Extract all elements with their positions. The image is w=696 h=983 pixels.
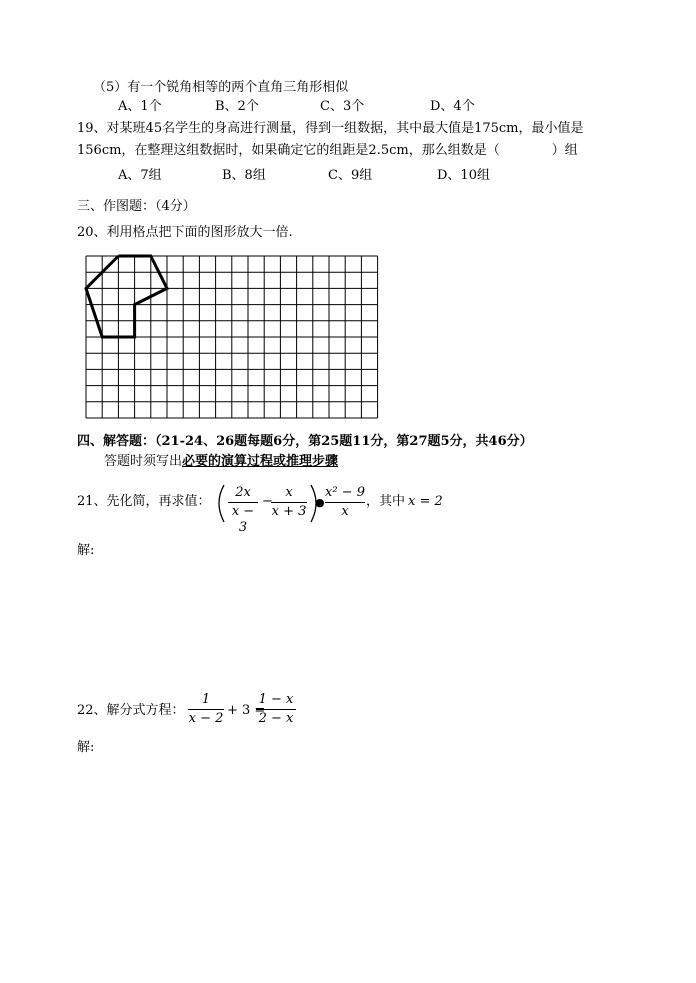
q21-fraction-2 bbox=[271, 485, 307, 520]
q18-option-a: A、1个 bbox=[118, 99, 162, 114]
q22-plus-equals: + 3 = bbox=[227, 703, 266, 718]
q21-f3-denominator: x bbox=[341, 504, 349, 519]
q22-f2-denominator: 2 − x bbox=[258, 711, 294, 726]
q21-f1-numerator: 2x bbox=[235, 485, 251, 500]
q19-option-b: B、8组 bbox=[222, 168, 266, 183]
fraction-bar bbox=[256, 709, 296, 710]
q21-answer-label: 解: bbox=[77, 543, 95, 558]
q22-f2-numerator: 1 − x bbox=[258, 692, 294, 707]
fraction-bar bbox=[228, 502, 258, 503]
q22-answer-label: 解: bbox=[77, 740, 95, 755]
q21-f1-denominator: x − 3 bbox=[231, 504, 255, 535]
q21-fraction-1 bbox=[228, 485, 258, 536]
q19-option-d: D、10组 bbox=[437, 168, 490, 183]
q22-fraction-1 bbox=[188, 692, 224, 727]
q22-f1-numerator: 1 bbox=[201, 692, 211, 707]
q18-option-c: C、3个 bbox=[320, 99, 365, 114]
q21-f2-numerator: x bbox=[285, 485, 293, 500]
section4-note-bold: 必要的演算过程或推理步骤 bbox=[182, 454, 339, 469]
q21-fraction-3 bbox=[325, 485, 365, 520]
q19-option-c: C、9组 bbox=[328, 168, 373, 183]
fraction-bar bbox=[188, 709, 224, 710]
q21-dot: ● bbox=[315, 496, 325, 509]
q18-option-b: B、2个 bbox=[215, 99, 259, 114]
q22-f1-denominator: x − 2 bbox=[188, 711, 224, 726]
section3-title: 三、作图题：（4分） bbox=[77, 199, 196, 214]
q19-line2: 156cm，在整理这组数据时，如果确定它的组距是2.5cm，那么组数是（ ）组 bbox=[77, 143, 578, 158]
q21-suffix: ，其中 bbox=[366, 494, 406, 509]
q20-text: 20、利用格点把下面的图形放大一倍. bbox=[77, 225, 293, 240]
q18-item5: （5）有一个锐角相等的两个直角三角形相似 bbox=[93, 80, 349, 95]
fraction-bar bbox=[271, 502, 307, 503]
q21-f3-numerator: x² − 9 bbox=[325, 485, 365, 500]
q22-fraction-2 bbox=[256, 692, 296, 727]
q21-prefix: 21、先化简，再求值： bbox=[77, 494, 211, 509]
q21-minus: − bbox=[262, 494, 273, 509]
section4-note-prefix: 答题时须写出 bbox=[104, 454, 183, 469]
q18-option-d: D、4个 bbox=[430, 99, 475, 114]
fraction-bar bbox=[325, 502, 365, 503]
q22-prefix: 22、解分式方程： bbox=[77, 703, 185, 718]
q19-option-a: A、7组 bbox=[118, 168, 162, 183]
section4-title: 四、解答题：（21-24、26题每题6分，第25题11分，第27题5分，共46分） bbox=[77, 434, 533, 449]
q19-line1: 19、对某班45名学生的身高进行测量，得到一组数据，其中最大值是175cm，最小值是 bbox=[77, 121, 584, 136]
q21-condition: x = 2 bbox=[408, 494, 443, 509]
q21-f2-denominator: x + 3 bbox=[271, 504, 307, 519]
